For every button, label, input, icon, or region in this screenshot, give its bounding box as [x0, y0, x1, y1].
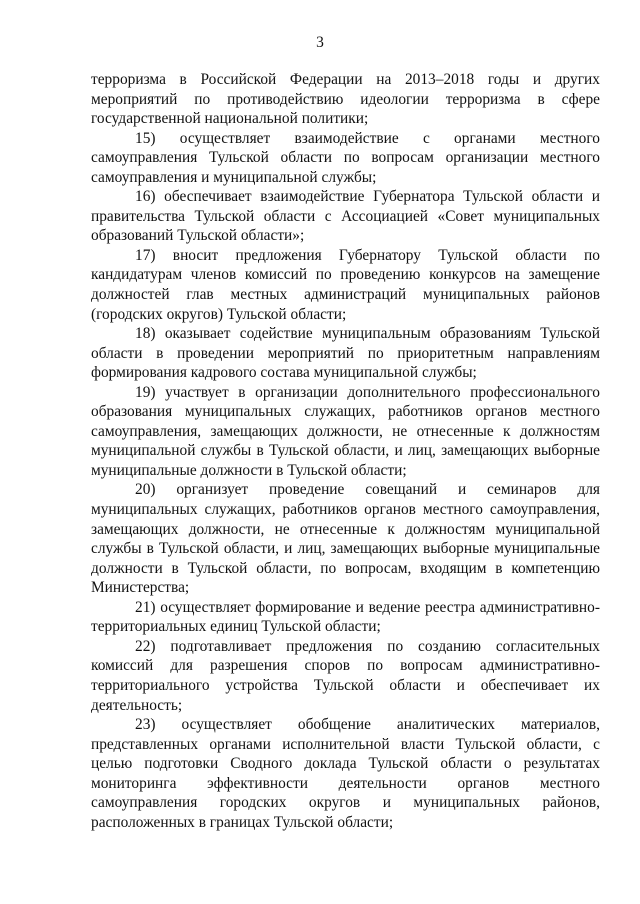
- paragraph-item-17: 17) вносит предложения Губернатору Тульской области по кандидатурам членов комиссий по проведению конкурсов на замещение должностей глав местных администраций муниципальных районов (городских округов) Тульской области;: [91, 246, 600, 323]
- paragraph-item-19: 19) участвует в организации дополнительного профессионального образования муниципальных служащих, работников органов местного самоуправления, замещающих должности, не отнесенные к должностям муниципальной службы в Тульской области, и лиц, замещающих выборные муниципальные должности в Тульской области;: [91, 383, 600, 479]
- paragraph-continuation: терроризма в Российской Федерации на 2013–2018 годы и других мероприятий по противодействию идеологии терроризма в сфере государственной национальной политики;: [91, 71, 600, 128]
- document-body: [91, 70, 600, 832]
- paragraph-item-22: 22) подготавливает предложения по созданию согласительных комиссий для разрешения споров по вопросам административно-территориального устройства Тульской области и обеспечивает их деятельность;: [91, 637, 600, 714]
- page-number: 3: [316, 34, 324, 51]
- paragraph-item-16: 16) обеспечивает взаимодействие Губернатора Тульской области и правительства Тульской области с Ассоциацией «Совет муниципальных образований Тульской области»;: [91, 188, 600, 245]
- paragraph-item-15: 15) осуществляет взаимодействие с органами местного самоуправления Тульской области по вопросам организации местного самоуправления и муниципальной службы;: [91, 129, 600, 186]
- paragraph-item-23: 23) осуществляет обобщение аналитических материалов, представленных органами исполнительной власти Тульской области, с целью подготовки Сводного доклада Тульской области о результатах мониторинга эффективности деятельности органов местного самоуправления городских округов и муниципальных районов, расположенных в границах Тульской области;: [91, 716, 600, 831]
- paragraph-item-18: 18) оказывает содействие муниципальным образованиям Тульской области в проведении мероприятий по приоритетным направлениям формирования кадрового состава муниципальной службы;: [91, 325, 600, 382]
- paragraph-item-21: 21) осуществляет формирование и ведение реестра административно-территориальных единиц Тульской области;: [91, 598, 600, 636]
- paragraph-item-20: 20) организует проведение совещаний и семинаров для муниципальных служащих, работников органов местного самоуправления, замещающих должности, не отнесенные к должностям муниципальной службы в Тульской области, и лиц, замещающих выборные муниципальные должности в Тульской области, по вопросам, входящим в компетенцию Министерства;: [91, 481, 600, 597]
